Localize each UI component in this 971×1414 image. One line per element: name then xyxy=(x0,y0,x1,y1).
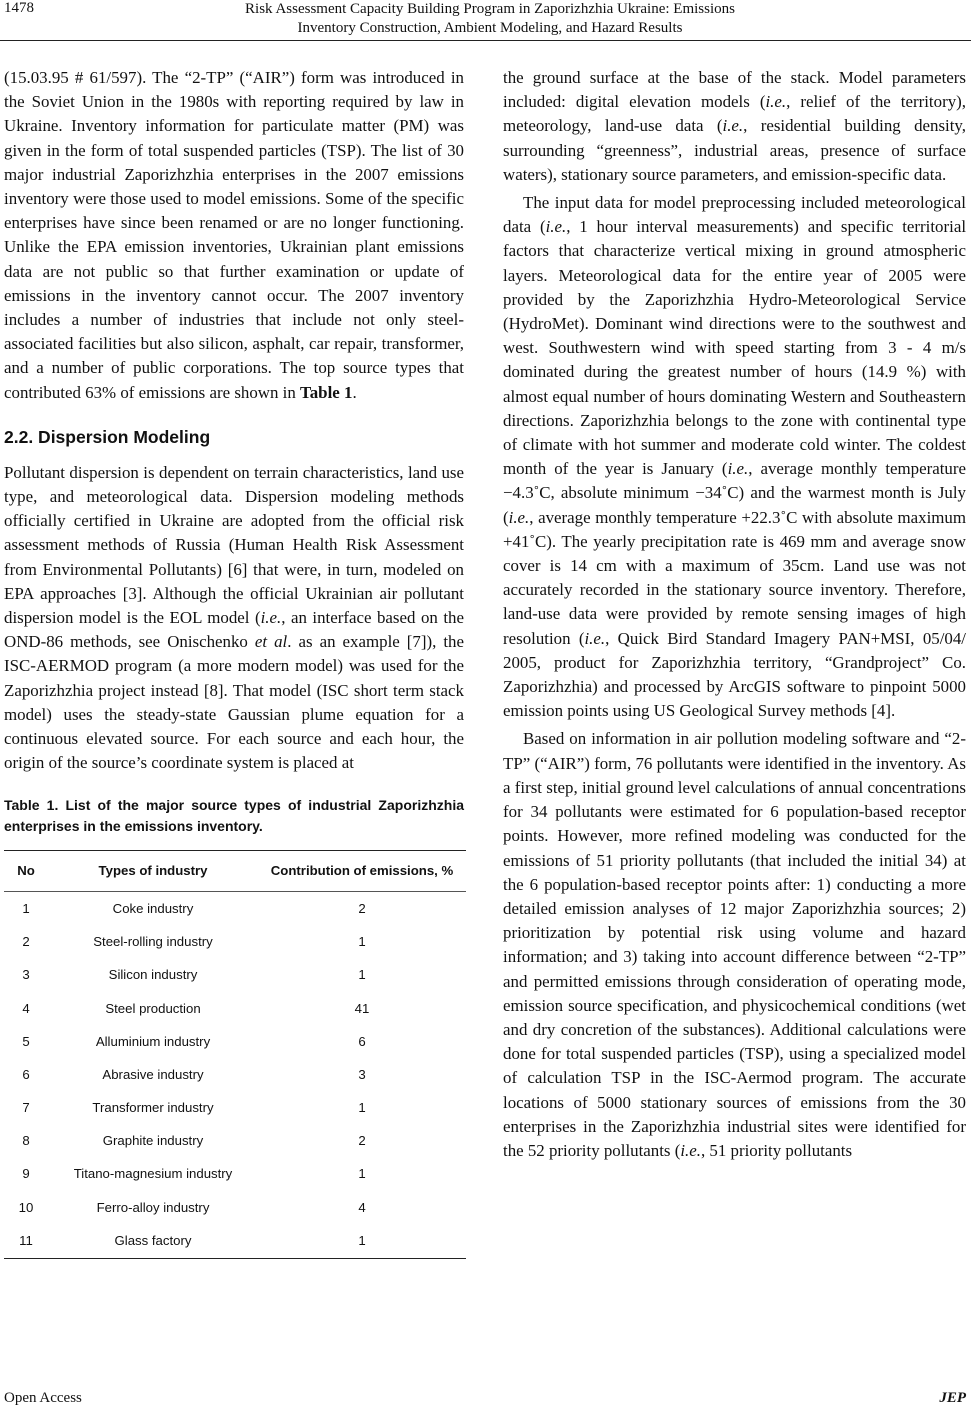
column-header-industry: Types of industry xyxy=(48,851,258,892)
page-number: 1478 xyxy=(4,0,34,16)
paragraph: Pollutant dispersion is dependent on terrain characteristics, land use type, and meteorological data. Dispersion modeling methods officially certified in Ukraine are adopted from the official risk assessment methods of Russia (Human Health Risk Assessment from Environmental Pollutants) [6] that were, in turn, modeled on EPA approaches [3]. Although the official Ukrainian air pollutant dispersion model is the EOL model (i.e., an interface based on the OND-86 methods, see Onischenko et al. as an example [7]), the ISC-AERMOD program (a more modern model) was used for the Zaporizhzhia project instead [8]. That model (ISC short term stack model) uses the steady-state Gaussian plume equation for a continuous elevated source. For each source and each hour, the origin of the source’s coordinate system is placed at xyxy=(4,462,464,773)
industry-table xyxy=(4,850,466,1258)
table-row: 4 Steel production 41 xyxy=(22,1000,370,1016)
running-header-line-2: Inventory Construction, Ambient Modeling, and Hazard Results xyxy=(297,20,683,36)
table-row: 7 Transformer industry 1 xyxy=(22,1100,366,1116)
table-row: 9 Titano-magnesium industry 1 xyxy=(22,1166,366,1182)
right-column xyxy=(503,66,966,1163)
paragraph: (15.03.95 # 61/597). The “2-TP” (“AIR”) form was introduced in the Soviet Union in the 1980s with reporting required by law in Ukraine. Inventory information for particulate matter (PM) was given in the form of total suspended particles (TSP). The list of 30 major industrial Zaporizhzhia enterprises in the 2007 emissions inventory were those used to model emissions. Some of the specific enterprises have since been renamed or are no longer functioning. Unlike the EPA emission inventories, Ukrainian plant emissions data are not public so that further examination or update of emissions in the inventory cannot occur. The 2007 inventory includes a number of industries that include not only steel-associated facilities but also silicon, asphalt, car repair, transformer, and a number of public corporations. The top source types that contributed 63% of emissions are shown in Table 1. xyxy=(4,68,464,402)
column-header-contribution: Contribution of emissions, % xyxy=(258,851,466,892)
table-row: 5 Alluminium industry 6 xyxy=(22,1033,366,1049)
table-row: 2 Steel-rolling industry 1 xyxy=(22,934,366,950)
table-row: 8 Graphite industry 2 xyxy=(22,1133,366,1149)
section-heading: 2.2. Dispersion Modeling xyxy=(4,426,211,447)
table-row: 11 Glass factory 1 xyxy=(4,1224,466,1258)
paragraph: Based on information in air pollution modeling software and “2-TP” (“AIR”) form, 76 pollutants were identified in the inventory. As a first step, initial ground level calculations of annual concentrations for 34 pollutants were estimated for 6 population-based receptor points. However, more refined modeling was conducted for the emissions of 51 priority pollutants (that included the initial 34) at the 6 population-based receptor points after: 1) conducting a more detailed emission analyses of 12 major Zaporizhzhia sources; 2) prioritization by potential risk using volume and hazard information; and 3) taking into account difference between “2-TP” and permitted emissions through consideration of operating mode, emission source specification, and physicochemical conditions (wet and dry concretion of the substances). Additional calculations were done for total suspended particles (TSP), using a specialized model of calculation TSP in the ISC-Aermod program. The accurate locations of 5000 stationary sources of emissions from the 30 enterprises in the Zaporizhzhia industrial sites were identified for the 52 priority pollutants (i.e., 51 priority pollutants xyxy=(503,729,966,1160)
table-caption: Table 1. List of the major source types of industrial Zaporizhzhia enterprises in the emissions inventory. xyxy=(4,797,464,835)
table-row: 1 Coke industry 2 xyxy=(22,900,366,916)
paragraph: the ground surface at the base of the stack. Model parameters included: digital elevation models (i.e., relief of the territory), meteorology, land-use data (i.e., residential building density, surrounding “greenness”, industrial areas, presence of surface waters), stationary source parameters, and emission-specific data. xyxy=(503,68,966,184)
table-row: 3 Silicon industry 1 xyxy=(22,967,366,983)
table-reference: Table 1 xyxy=(300,382,353,402)
table-row: 6 Abrasive industry 3 xyxy=(22,1066,366,1082)
left-column xyxy=(4,66,464,1259)
table-header-row xyxy=(4,851,466,892)
column-header-no: No xyxy=(4,851,48,892)
running-header-line-1: Risk Assessment Capacity Building Program in Zaporizhzhia Ukraine: Emissions xyxy=(245,1,735,17)
running-header xyxy=(130,0,850,38)
header-divider xyxy=(0,40,971,41)
footer-journal-abbrev: JEP xyxy=(939,1390,966,1406)
footer-open-access: Open Access xyxy=(4,1390,82,1406)
paragraph: The input data for model preprocessing included meteorological data (i.e., 1 hour interval measurements) and specific territorial factors that characterize vertical mixing in ground atmospheric layers. Meteorological data for the entire year of 2005 were provided by the Zaporizhzhia Hydro-Meteorological Service (HydroMet). Dominant wind directions were to the southwest and west. Southwestern wind with speed starting from 3 - 4 m/s dominated during the greatest number of hours (14.9 %) with almost equal number of hours dominating Western and Southeastern directions. Zaporizhzhia belongs to the zone with continental type of climate with hot summer and moderate cold winter. The coldest month of the year is January (i.e., average monthly temperature −4.3˚C, absolute minimum −34˚C) and the warmest month is July (i.e., average monthly temperature +22.3˚C with absolute maximum +41˚C). The yearly precipitation rate is 469 mm and average snow cover is 14 cm with a maximum of 35cm. Land use was not accurately recorded in the stationary source inventory. Therefore, land-use data were provided by remote sensing images of high resolution (i.e., Quick Bird Standard Imagery PAN+MSI, 05/04/ 2005, product for Zaporizhzhia territory, “Grandproject” Co. Zaporizhzhia) and processed by ArcGIS software to pinpoint 5000 emission points using US Geological Survey methods [4]. xyxy=(503,193,967,721)
table-row: 10 Ferro-alloy industry 4 xyxy=(18,1199,366,1215)
